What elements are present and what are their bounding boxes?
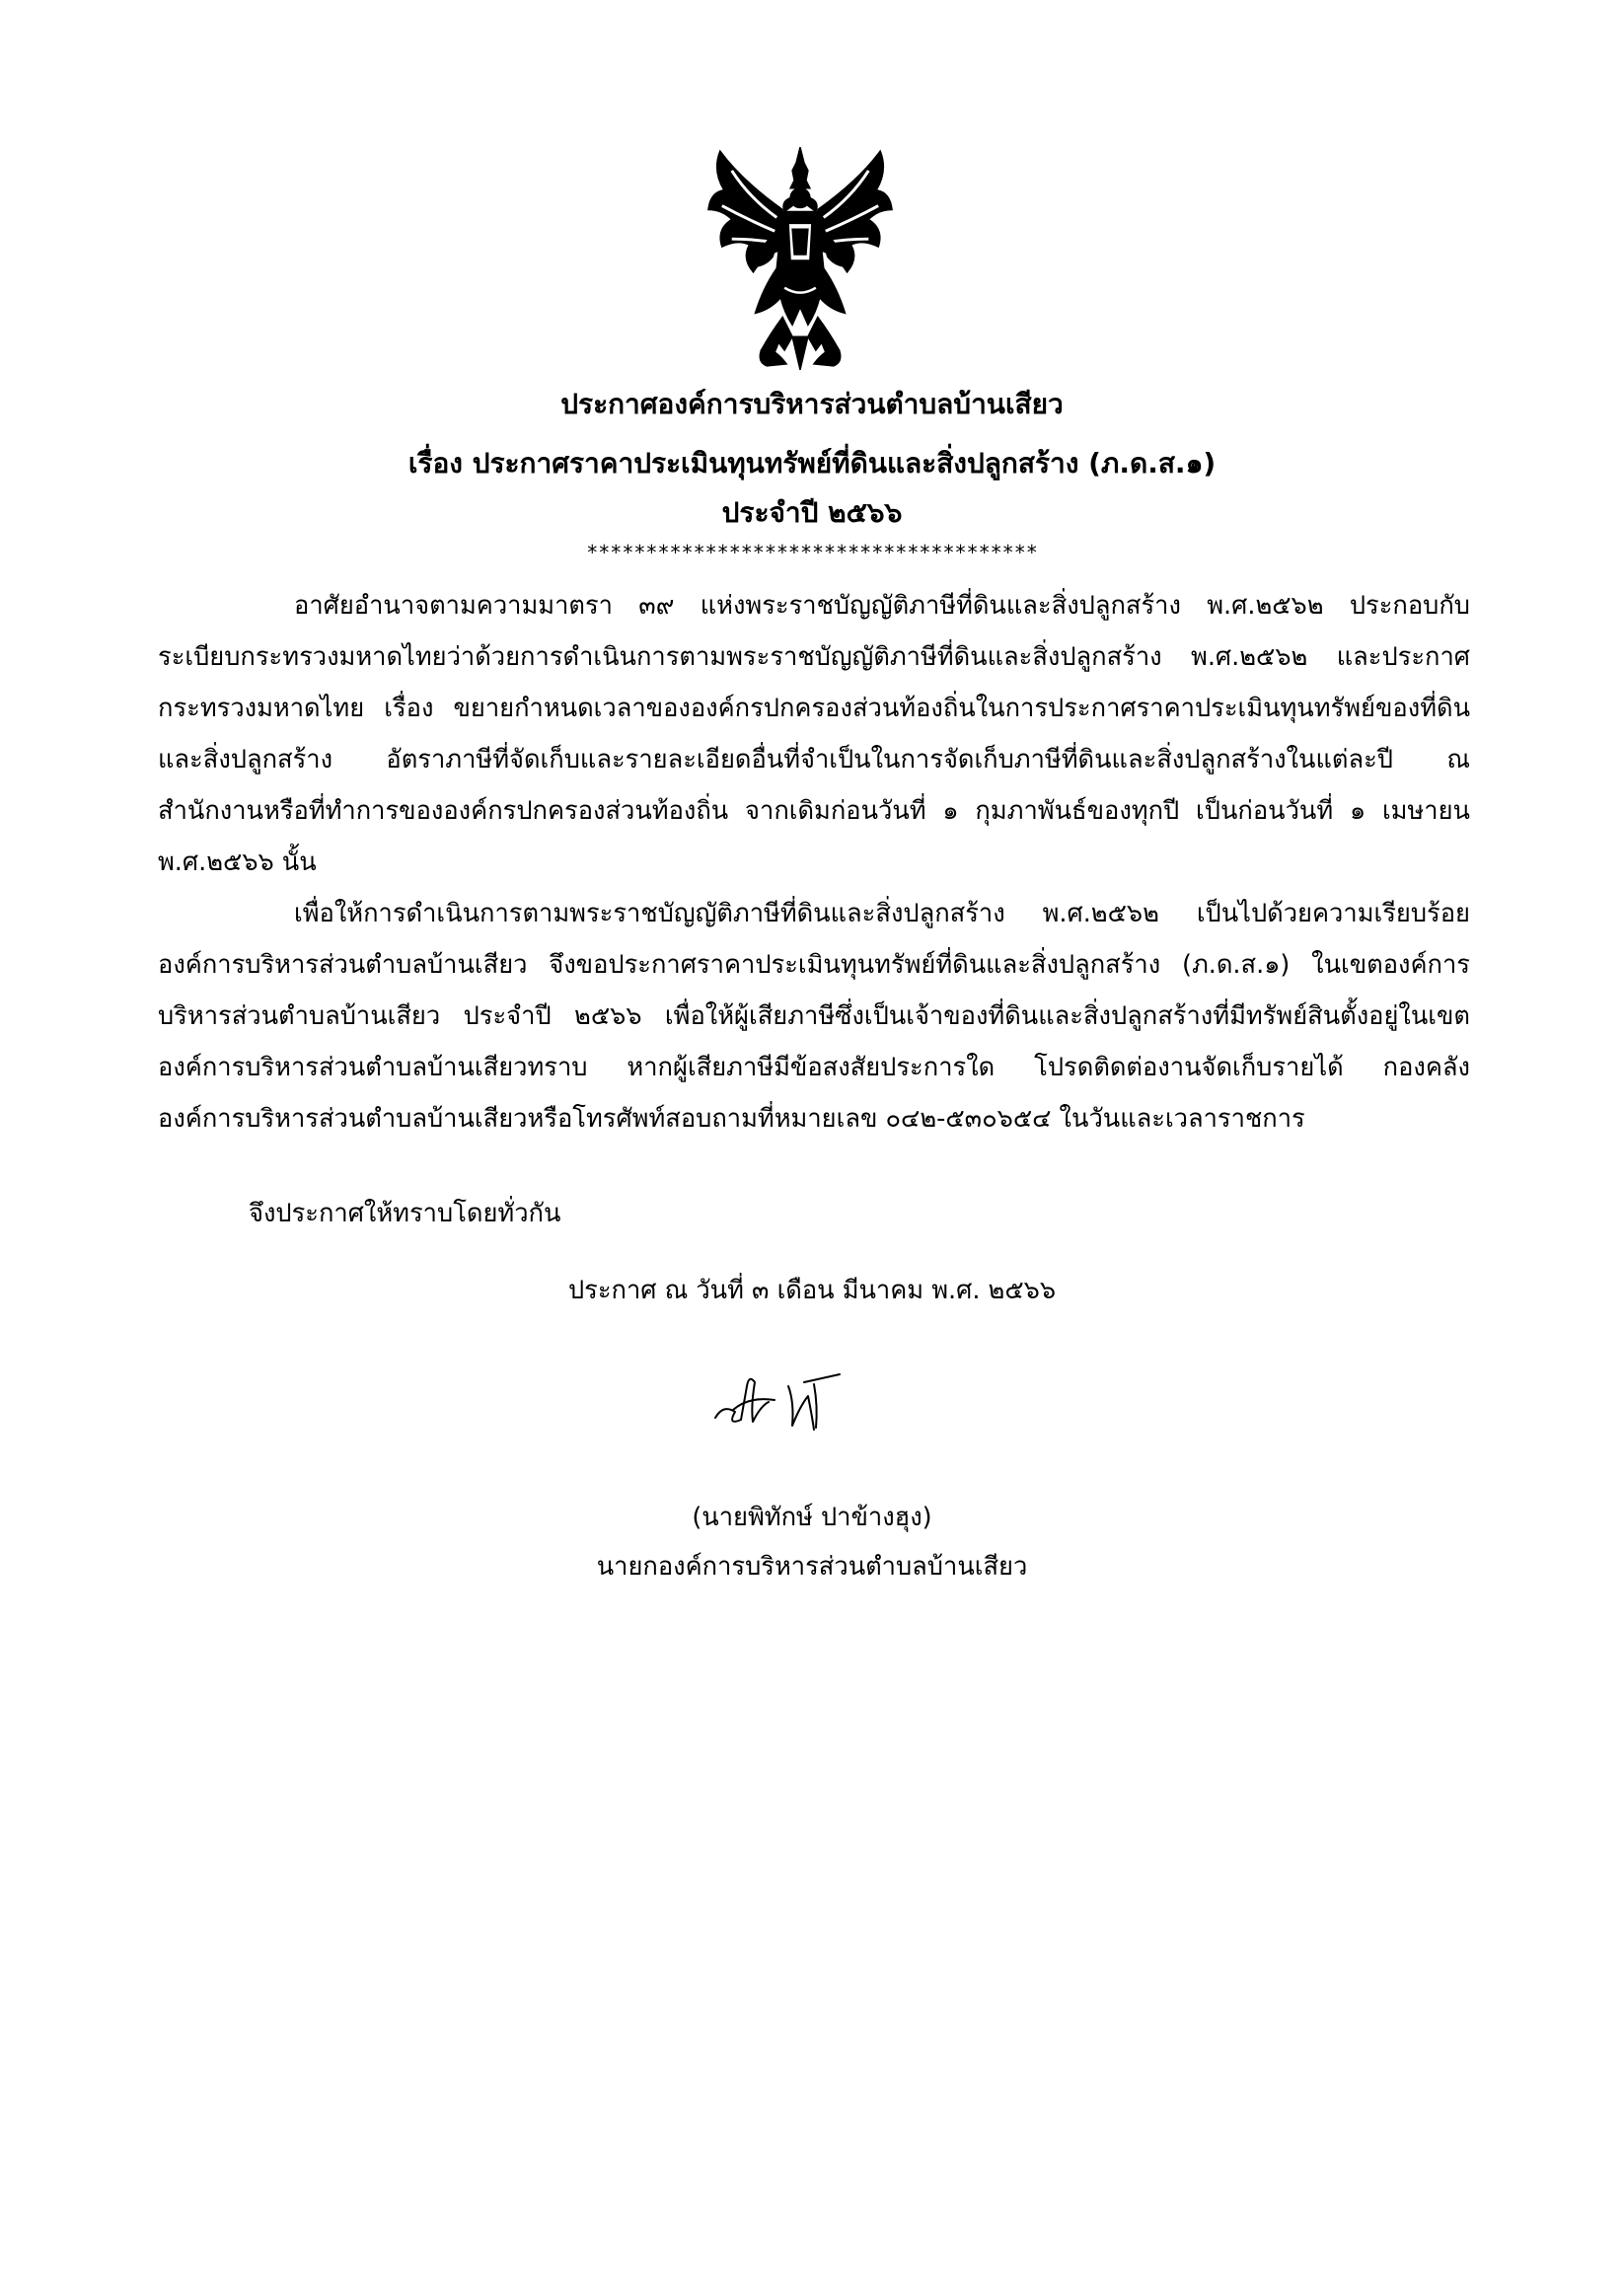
signer-name: (นายพิทักษ์ ปาข้างฮุง) bbox=[692, 1503, 932, 1532]
announcement-issuer: ประกาศองค์การบริหารส่วนตำบลบ้านเสียว bbox=[560, 388, 1064, 420]
body-paragraph-3: จึงประกาศให้ทราบโดยทั่วกัน bbox=[249, 1199, 561, 1228]
garuda-emblem-icon bbox=[702, 140, 898, 377]
announcement-date: ประกาศ ณ วันที่ ๓ เดือน มีนาคม พ.ศ. ๒๕๖๖ bbox=[567, 1276, 1057, 1305]
announcement-year: ประจำปี ๒๕๖๖ bbox=[721, 496, 903, 529]
announcement-subject: เรื่อง ประกาศราคาประเมินทุนทรัพย์ที่ดินและสิ่งปลูกสร้าง (ภ.ด.ส.๑) bbox=[407, 447, 1217, 479]
signature-icon bbox=[705, 1357, 853, 1445]
body-paragraph-2: เพื่อให้การดำเนินการตามพระราชบัญญัติภาษีที่ดินและสิ่งปลูกสร้าง พ.ศ.๒๕๖๒ เป็นไปด้วยความเรียบร้อย องค์การบริหารส่วนตำบลบ้านเสียว จึงขอประกาศราคาประเมินทุนทรัพย์ที่ดินและสิ่งปลูกสร้าง (ภ.ด.ส.๑) ในเขตองค์การบริหารส่วนตำบลบ้านเสียว ประจำปี ๒๕๖๖ เพื่อให้ผู้เสียภาษีซึ่งเป็นเจ้าของที่ดินและสิ่งปลูกสร้างที่มีทรัพย์สินตั้งอยู่ในเขตองค์การบริหารส่วนตำบลบ้านเสียวทราบ หากผู้เสียภาษีมีข้อสงสัยประการใด โปรดติดต่องานจัดเก็บรายได้ กองคลัง องค์การบริหารส่วนตำบลบ้านเสียวหรือโทรศัพท์สอบถามที่หมายเลข ๐๔๒-๕๓๐๖๕๔ ในวันและเวลาราชการ bbox=[158, 899, 1470, 1134]
signer-title: นายกองค์การบริหารส่วนตำบลบ้านเสียว bbox=[596, 1552, 1028, 1582]
body-paragraph-1: อาศัยอำนาจตามความมาตรา ๓๙ แห่งพระราชบัญญัติภาษีที่ดินและสิ่งปลูกสร้าง พ.ศ.๒๕๖๒ ประกอบกับระเบียบกระทรวงมหาดไทยว่าด้วยการดำเนินการตามพระราชบัญญัติภาษีที่ดินและสิ่งปลูกสร้าง พ.ศ.๒๕๖๒ และประกาศกระทรวงมหาดไทย เรื่อง ขยายกำหนดเวลาขององค์กรปกครองส่วนท้องถิ่นในการประกาศราคาประเมินทุนทรัพย์ของที่ดินและสิ่งปลูกสร้าง อัตราภาษีที่จัดเก็บและรายละเอียดอื่นที่จำเป็นในการจัดเก็บภาษีที่ดินและสิ่งปลูกสร้างในแต่ละปี ณ สำนักงานหรือที่ทำการขององค์กรปกครองส่วนท้องถิ่น จากเดิมก่อนวันที่ ๑ กุมภาพันธ์ของทุกปี เป็นก่อนวันที่ ๑ เมษายน พ.ศ.๒๕๖๖ นั้น bbox=[158, 591, 1470, 877]
separator-line: ************************************** bbox=[586, 541, 1038, 564]
